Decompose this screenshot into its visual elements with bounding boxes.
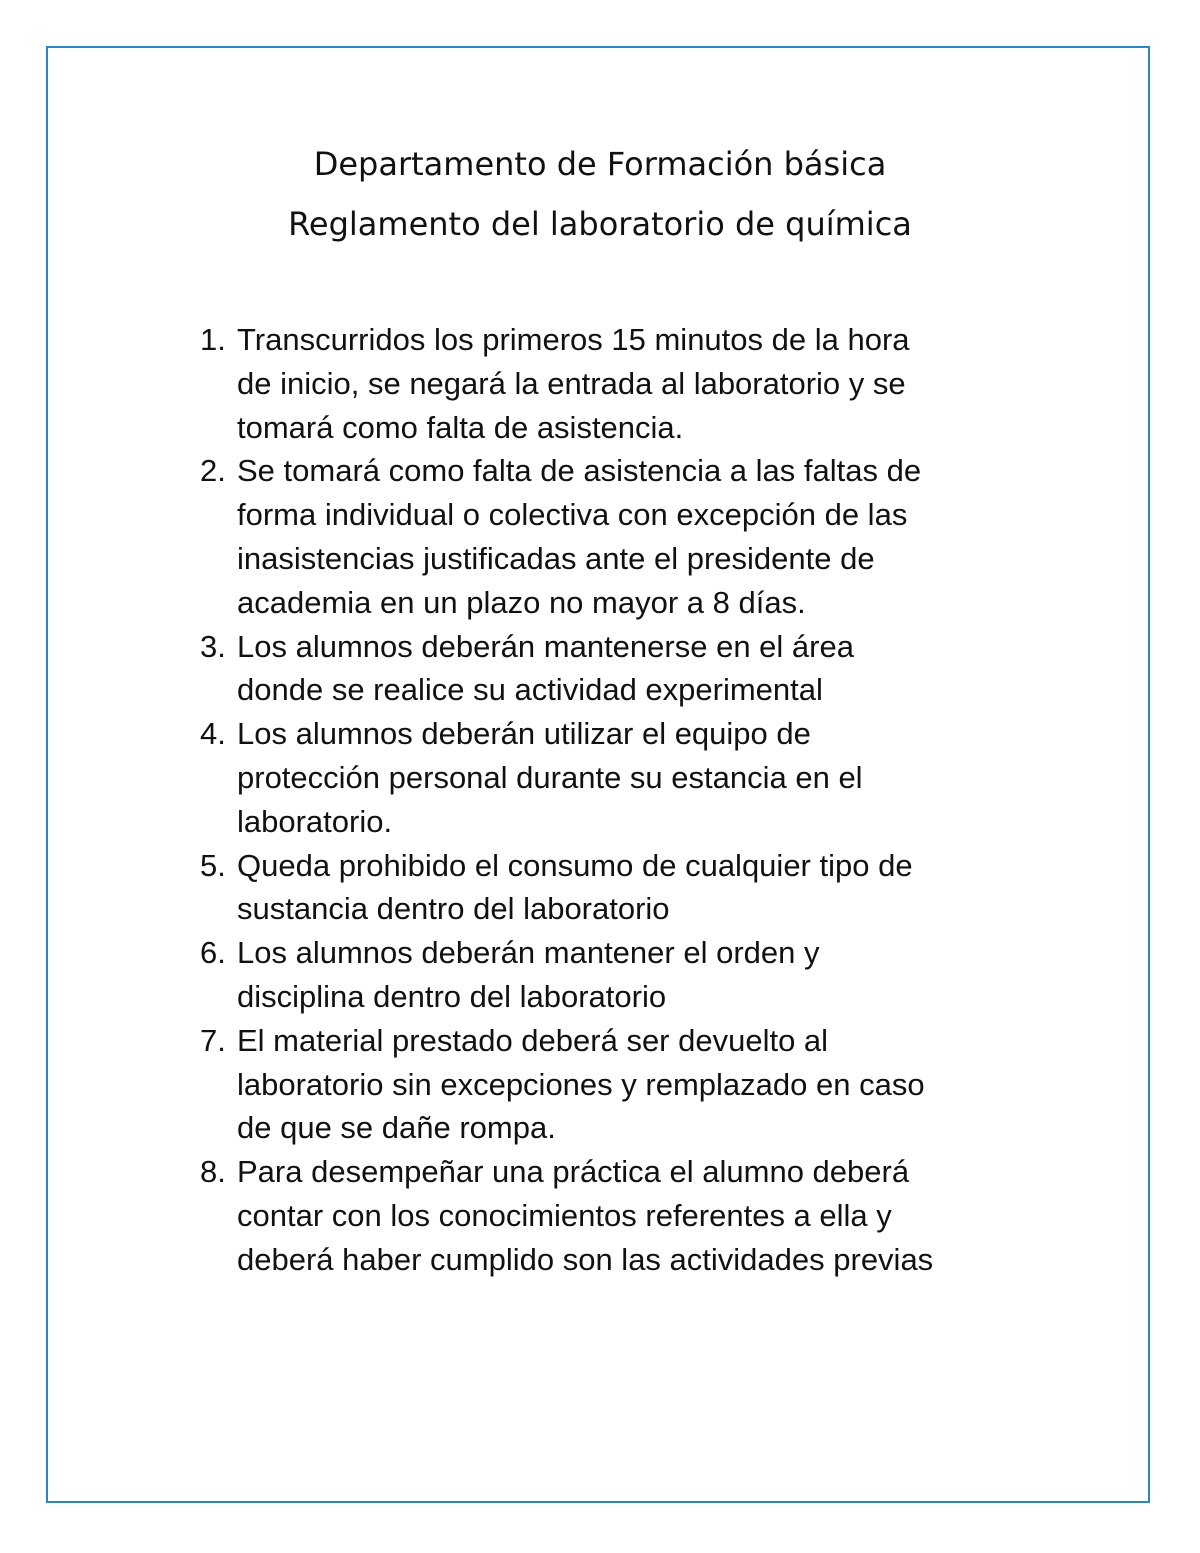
rule-number: 8. <box>200 1154 226 1190</box>
rule-text-line: Para desempeñar una práctica el alumno deberá <box>237 1154 910 1190</box>
rule-item-8 <box>200 1150 1040 1281</box>
rule-text-line: Los alumnos deberán mantener el orden y <box>237 935 820 971</box>
rule-text-line: Queda prohibido el consumo de cualquier tipo de <box>237 847 913 883</box>
rule-item-1 <box>200 318 1040 449</box>
department-heading: Departamento de Formación básica <box>313 145 887 183</box>
rule-text-line: academia en un plazo no mayor a 8 días. <box>237 584 806 620</box>
rule-text-line: tomará como falta de asistencia. <box>237 409 684 445</box>
rule-text-line: laboratorio sin excepciones y remplazado en caso <box>237 1066 925 1102</box>
regulation-title: Reglamento del laboratorio de química <box>288 205 912 243</box>
rule-text-line: donde se realice su actividad experimental <box>237 672 823 708</box>
rule-text-line: inasistencias justificadas ante el presidente de <box>237 540 875 576</box>
rule-text-line: Se tomará como falta de asistencia a las faltas de <box>237 453 922 489</box>
rule-item-2 <box>200 449 1040 624</box>
rule-text-line: forma individual o colectiva con excepción de las <box>237 497 908 533</box>
rule-number: 1. <box>200 322 226 357</box>
rule-text-line: protección personal durante su estancia en el <box>237 759 863 795</box>
rule-text-line: de que se dañe rompa. <box>237 1110 556 1146</box>
rule-number: 4. <box>200 716 226 752</box>
rule-text-line: El material prestado deberá ser devuelto al <box>237 1022 829 1058</box>
rule-text-line: Los alumnos deberán utilizar el equipo de <box>237 716 811 752</box>
rule-text-line: sustancia dentro del laboratorio <box>237 891 670 927</box>
rules-list <box>200 318 1040 1282</box>
rule-text-line: Los alumnos deberán mantenerse en el área <box>237 628 854 664</box>
rule-item-3 <box>200 625 1040 713</box>
rule-number: 3. <box>200 628 226 664</box>
rule-text-line: de inicio, se negará la entrada al laboratorio y se <box>237 365 906 401</box>
rule-number: 7. <box>200 1022 226 1058</box>
rule-number: 5. <box>200 847 226 883</box>
rule-text-line: disciplina dentro del laboratorio <box>237 978 667 1014</box>
rule-item-4 <box>200 712 1040 843</box>
rule-text-line: laboratorio. <box>237 803 393 839</box>
rule-item-7 <box>200 1019 1040 1150</box>
rule-item-6 <box>200 931 1040 1019</box>
rule-text-line: contar con los conocimientos referentes a ella y <box>237 1197 892 1233</box>
rule-number: 6. <box>200 935 226 971</box>
rule-text-line: Transcurridos los primeros 15 minutos de la hora <box>237 322 910 357</box>
rule-text-line: deberá haber cumplido son las actividades previas <box>237 1241 934 1277</box>
rule-item-5 <box>200 844 1040 932</box>
document-header <box>0 134 1200 254</box>
rule-number: 2. <box>200 453 226 489</box>
